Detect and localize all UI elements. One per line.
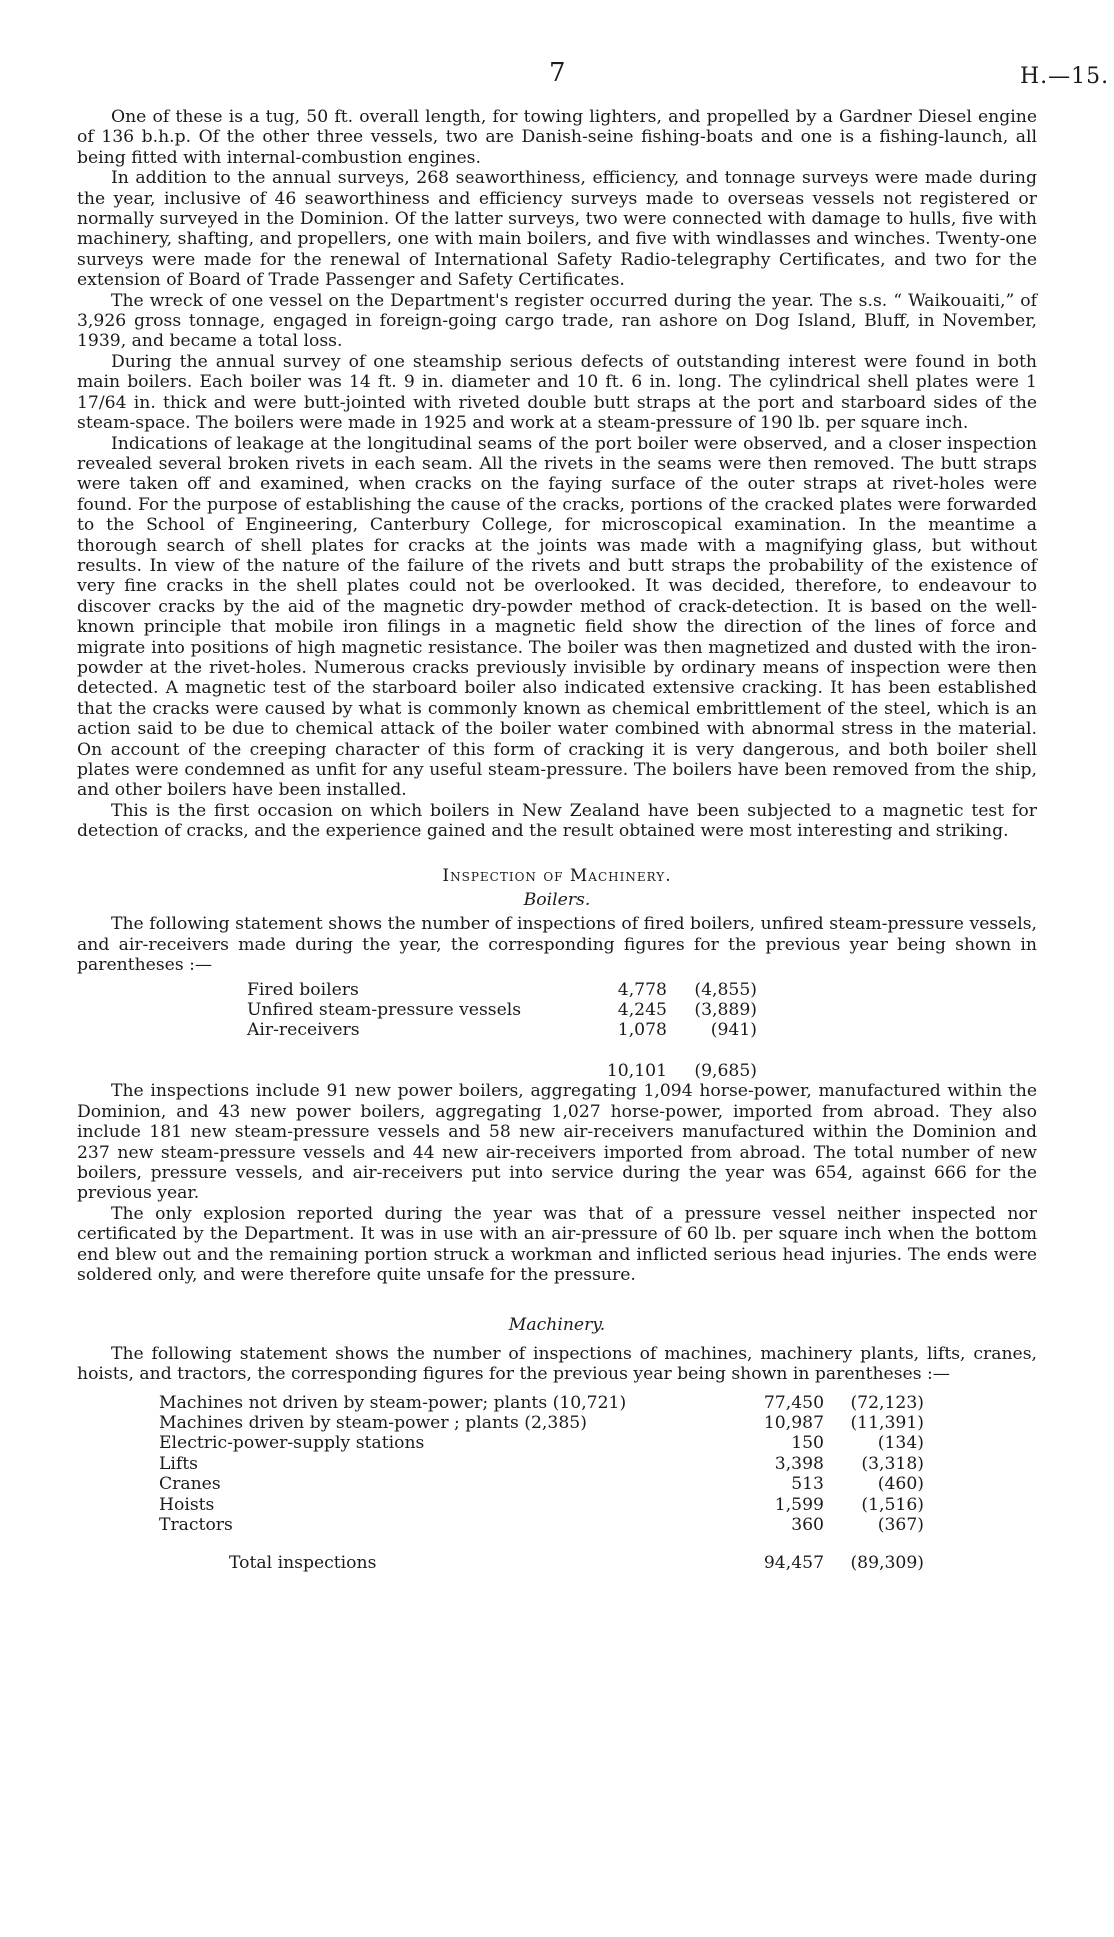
paragraph-new-boilers: The inspections include 91 new power boilers, aggregating 1,094 horse-power, manufactured within the Dominion, and 43 new power boilers, aggregating 1,027 horse-power, imported from abroad. They also include 181 new steam-pressure vessels and 58 new air-receivers manufactured within the Dominion and 237 new steam-pressure vessels and 44 new air-receivers imported from abroad. The total number of new boilers, pressure vessels, and air-receivers put into service during the year was 654, against 666 for the previous year.: [77, 1081, 1037, 1204]
row-label: Unfired steam-pressure vessels: [247, 1000, 522, 1021]
row-label: Machines not driven by steam-power; plants (10,721): [159, 1392, 627, 1413]
row-label: Cranes: [159, 1474, 221, 1495]
total-previous: (89,309): [850, 1553, 924, 1574]
boilers-intro: The following statement shows the number of inspections of fired boilers, unfired steam-pressure vessels, and air-receivers made during the year, the corresponding figures for the previous year being shown in parentheses :—: [77, 914, 1037, 976]
machinery-subheading: Machinery.: [508, 1315, 606, 1336]
paragraph-tug: One of these is a tug, 50 ft. overall length, for towing lighters, and propelled by a Gardner Diesel engine of 136 b.h.p. Of the other three vessels, two are Danish-seine fishing-boats and one is a fishing-launch, all being fitted with internal-combustion engines.: [77, 107, 1037, 168]
row-value: 1,599: [774, 1494, 824, 1515]
row-previous: (11,391): [850, 1412, 924, 1433]
row-value: 10,987: [763, 1412, 824, 1433]
row-label: Tractors: [159, 1515, 233, 1535]
row-label: Hoists: [159, 1494, 215, 1515]
table-row: [159, 1474, 924, 1494]
row-label: Electric-power-supply stations: [159, 1433, 425, 1454]
table-row: [159, 1413, 924, 1433]
body-text: [77, 107, 1037, 1574]
row-value: 3,398: [774, 1453, 824, 1474]
paragraph-boiler-defects: During the annual survey of one steamship serious defects of outstanding interest were found in both main boilers. Each boiler was 14 ft. 9 in. diameter and 10 ft. 6 in. long. The cylindrical shell plates were 1 17/64 in. thick and were butt-jointed with riveted double butt straps at the port and starboard sides of the steam-space. The boilers were made in 1925 and work at a steam-pressure of 190 lb. per square inch.: [77, 351, 1037, 434]
paragraph-wreck: The wreck of one vessel on the Department's register occurred during the year. The s.s. “ Waikouaiti,” of 3,926 gross tonnage, engaged in foreign-going cargo trade, ran ashore on Dog Island, Bluff, in November, 1939, and became a total loss.: [77, 290, 1037, 352]
row-label: Fired boilers: [247, 979, 359, 1000]
row-previous: (941): [710, 1020, 757, 1041]
row-previous: (72,123): [850, 1392, 924, 1413]
row-value: 150: [791, 1433, 824, 1454]
row-label: Machines driven by steam-power ; plants (2,385): [159, 1412, 587, 1433]
table-row: [247, 1000, 757, 1020]
row-previous: (367): [877, 1515, 924, 1535]
table-row: [159, 1433, 924, 1453]
row-value: 77,450: [763, 1392, 824, 1413]
paragraph-leakage: Indications of leakage at the longitudinal seams of the port boiler were observed, and a closer inspection revealed several broken rivets in each seam. All the rivets in the seams were then removed. The butt straps were taken off and examined, when cracks on the faying surface of the outer straps at rivet-holes were found. For the purpose of establishing the cause of the cracks, portions of the cracked plates were forwarded to the School of Engineering, Canterbury College, for microscopical examination. In the meantime a thorough search of shell plates for cracks at the joints was made with a magnifying glass, but without results. In view of the nature of the failure of the rivets and butt straps the probability of the existence of very fine cracks in the shell plates could not be overlooked. It was decided, therefore, to endeavour to discover cracks by the aid of the magnetic dry-powder method of crack-detection. It is based on the well-known principle that mobile iron filings in a magnetic field show the direction of the lines of force and migrate into positions of high magnetic resistance. The boiler was then magnetized and dusted with the iron-powder at the rivet-holes. Numerous cracks previously invisible by ordinary means of inspection were then detected. A magnetic test of the starboard boiler also indicated extensive cracking. It has been established that the cracks were caused by what is commonly known as chemical embrittlement of the steel, which is an action said to be due to chemical attack of the boiler water combined with abnormal stress in the material. On account of the creeping character of this form of cracking it is very dangerous, and both boiler shell plates were condemned as unfit for any useful steam-pressure. The boilers have been removed from the ship, and other boilers have been installed.: [77, 433, 1037, 801]
total-label: Total inspections: [229, 1553, 377, 1574]
row-previous: (3,889): [694, 1000, 757, 1021]
row-value: 1,078: [617, 1020, 667, 1041]
section-heading: Inspection of Machinery.: [442, 865, 672, 886]
document-reference: H.—15.: [1020, 64, 1110, 89]
row-value: 4,245: [617, 1000, 667, 1021]
paragraph-explosion: The only explosion reported during the year was that of a pressure vessel neither inspected nor certificated by the Department. It was in use with an air-pressure of 60 lb. per square inch when the bottom end blew out and the remaining portion struck a workman and inflicted serious head injuries. The ends were soldered only, and were therefore quite unsafe for the pressure.: [77, 1203, 1037, 1285]
row-value: 4,778: [617, 979, 667, 1000]
table-row: [247, 980, 757, 1000]
row-label: Lifts: [159, 1453, 198, 1474]
total-value: 94,457: [763, 1553, 824, 1574]
table-row: [159, 1515, 924, 1535]
paragraph-magnetic-test: This is the first occasion on which boilers in New Zealand have been subjected to a magnetic test for detection of cracks, and the experience gained and the result obtained were most interesting and striking.: [77, 800, 1037, 842]
row-previous: (1,516): [861, 1494, 924, 1515]
machinery-intro: The following statement shows the number of inspections of machines, machinery plants, lifts, cranes, hoists, and tractors, the corresponding figures for the previous year being shown in parentheses :—: [77, 1343, 1037, 1385]
row-label: Air-receivers: [247, 1020, 360, 1041]
row-value: 513: [791, 1474, 824, 1495]
row-previous: (134): [877, 1433, 924, 1454]
row-previous: (3,318): [861, 1453, 924, 1474]
table-row: [159, 1454, 924, 1474]
table-row: [247, 1020, 757, 1040]
paragraph-surveys: In addition to the annual surveys, 268 seaworthiness, efficiency, and tonnage surveys were made during the year, inclusive of 46 seaworthiness and efficiency surveys made to overseas vessels not registered or normally surveyed in the Dominion. Of the latter surveys, two were connected with damage to hulls, five with machinery, shafting, and propellers, one with main boilers, and five with windlasses and winches. Twenty-one surveys were made for the renewal of International Safety Radio-telegraphy Certificates, and two for the extension of Board of Trade Passenger and Safety Certificates.: [77, 168, 1037, 291]
machinery-table: [159, 1393, 924, 1574]
total-row: [159, 1535, 924, 1573]
boilers-table: [247, 980, 757, 1082]
table-row: [159, 1393, 924, 1413]
total-previous: (9,685): [694, 1060, 757, 1081]
total-value: 10,101: [606, 1060, 667, 1081]
table-row: [159, 1495, 924, 1515]
page-number: 7: [549, 58, 566, 88]
row-value: 360: [791, 1515, 824, 1535]
row-previous: (460): [877, 1474, 924, 1495]
row-previous: (4,855): [694, 979, 757, 1000]
total-row: [247, 1041, 757, 1081]
boilers-subheading: Boilers.: [523, 890, 591, 911]
